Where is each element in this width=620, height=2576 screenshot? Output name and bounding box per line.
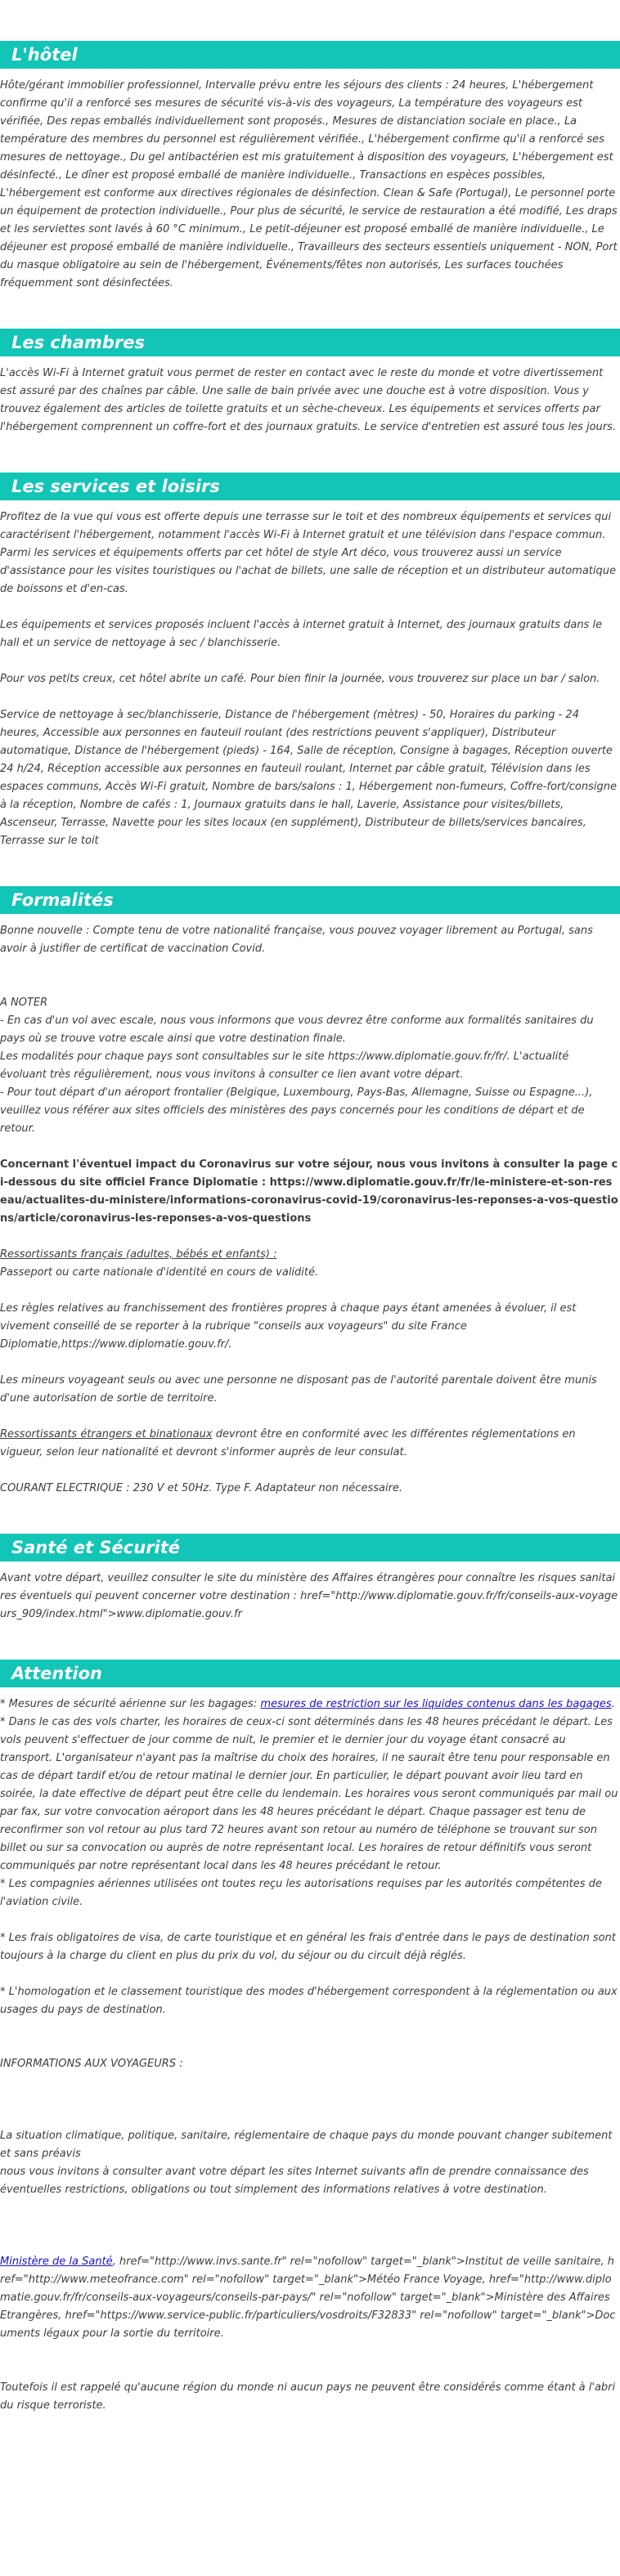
foreign-nationals-text (0, 1426, 620, 1462)
section-title-services: Les services et loisirs (0, 473, 620, 500)
note-line-3: - Pour tout départ d'un aéroport frontalier (Belgique, Luxembourg, Pays-Bas, Allemagne, Suisse ou Espagne...), veuillez vous référer aux sites officiels des ministères des pays concernés pour les conditions de départ et de retour. (0, 1086, 593, 1135)
spacer (0, 2019, 620, 2055)
security-prefix: * Mesures de sécurité aérienne sur les bagages: (0, 1698, 261, 1710)
note-line-1: - En cas d'un vol avec escale, nous vous informons que vous devrez être conforme aux formalités sanitaires du pays où se trouve votre escale ainsi que votre destination finale. (0, 1015, 594, 1045)
french-nationals-text: Passeport ou carte nationale d'identité en cours de validité. (0, 1266, 319, 1279)
spacer (0, 1228, 620, 1246)
spacer (0, 2199, 620, 2253)
services-paragraph-4: Service de nettoyage à sec/blanchisserie, Distance de l'hébergement (mètres) - 50, Horaires du parking - 24 heures, Accessible aux personnes en fauteuil roulant (des restrictions peuvent s'appliquer), Distributeur automatique, Distance de l'hébergement (pieds) - 164, Salle de réception, Consigne à bagages, Réception ouverte 24 h/24, Réception accessible aux personnes en fauteuil roulant, Internet par câble gratuit, Télévision dans les espaces communs, Accès Wi-Fi gratuit, Nombre de bars/salons : 1, Hébergement non-fumeurs, Coffre-fort/consigne à la réception, Nombre de cafés : 1, Journaux gratuits dans le hall, Laverie, Assistance pour visites/billets, Ascenseur, Terrasse, Navette pour les sites locaux (en supplément), Distributeur de billets/services bancaires, Terrasse sur le toit (0, 709, 617, 847)
spacer (0, 652, 620, 670)
spacer (0, 2073, 620, 2127)
spacer (0, 1462, 620, 1480)
spacer (0, 1282, 620, 1300)
electric-text: COURANT ELECTRIQUE : 230 V et 50Hz. Type F. Adaptateur non nécessaire. (0, 1482, 403, 1494)
section-formalities (0, 886, 620, 1498)
section-rooms (0, 329, 620, 437)
foreign-nationals-heading: Ressortissants étrangers et binationaux (0, 1428, 213, 1440)
airlines-text: * Les compagnies aériennes utilisées ont toutes reçu les autorisations requises par les autorités compétentes de l'aviation civile. (0, 1878, 602, 1908)
spacer (0, 2343, 620, 2379)
health-text: Avant votre départ, veuillez consulter le site du ministère des Affaires étrangères pour connaître les risques sanitaires éventuels qui peuvent concerner votre destination : href="http://www.diplomatie.gouv.fr/fr/conseils-aux-voyageurs_909/index.html">www.diplomatie.gouv.fr (0, 1572, 618, 1620)
hotel-text: Hôte/gérant immobilier professionnel, Intervalle prévu entre les séjours des clients : 24 heures, L'hébergement confirme qu'il a renforcé ses mesures de sécurité vis-à-vis des voyageurs, La température des voyageurs est vérifiée, Des repas emballés individuellement sont proposés., Mesures de distanciation sociale en place., La température des membres du personnel est régulièrement vérifiée., L'hébergement confirme qu'il a renforcé ses mesures de nettoyage., Du gel antibactérien est mis gratuitement à disposition des voyageurs, L'hébergement est désinfecté., Le dîner est proposé emballé de manière individuelle., Transactions en espèces possibles, L'hébergement est conforme aux directives régionales de désinfection. Clean & Safe (Portugal), Le personnel porte un équipement de protection individuelle., Pour plus de sécurité, le service de restauration a été modifié, Les draps et les serviettes sont lavés à 60 °C minimum., Le petit-déjeuner est proposé emballé de manière individuelle., Le déjeuner est proposé emballé de manière individuelle., Travailleurs des secteurs essentiels uniquement - NON, Port du masque obligatoire au sein de l'hébergement, Événements/fêtes non autorisés, Les surfaces touchées fréquemment sont désinfectées. (0, 79, 618, 289)
french-nationals-heading: Ressortissants français (adultes, bébés et enfants) : (0, 1248, 277, 1261)
fees-text: * Les frais obligatoires de visa, de carte touristique et en général les frais d'entrée dans le pays de destination sont toujours à la charge du client en plus du prix du vol, du séjour ou du circuit déjà réglés. (0, 1932, 616, 1962)
situation-line-1: La situation climatique, politique, sanitaire, réglementaire de chaque pays du monde pouvant changer subitement et sans préavis (0, 2130, 613, 2160)
spacer (0, 1138, 620, 1156)
section-title-attention: Attention (0, 1660, 620, 1687)
ministry-links-rest: , href="http://www.invs.sante.fr" rel="nofollow" target="_blank">Institut de veille sanitaire, href="http://www.meteofrance.com" rel="nofollow" target="_blank">Météo France Voyage, href="http://www.diplomatie.gouv.fr/fr/conseils-aux-voyageurs/conseils-par-pays/" rel="nofollow" target="_blank">Ministère des Affaires Etrangères, href="https://www.service-public.fr/particuliers/vosdroits/F32833" rel="nofollow" target="_blank">Documents légaux pour la sortie du territoire. (0, 2256, 616, 2340)
services-paragraph-3: Pour vos petits creux, cet hôtel abrite un café. Pour bien finir la journée, vous trouverez sur place un bar / salon. (0, 673, 600, 685)
border-rules-text: Les règles relatives au franchissement des frontières propres à chaque pays étant amenées à évoluer, il est vivement conseillé de se reporter à la rubrique "conseils aux voyageurs" du site France Diplomatie,https://www.diplomatie.gouv.fr/. (0, 1302, 577, 1351)
spacer (0, 1965, 620, 1983)
note-heading: A NOTER (0, 997, 48, 1009)
liquid-restrictions-link[interactable]: mesures de restriction sur les liquides contenus dans les bagages (260, 1698, 612, 1710)
section-title-rooms: Les chambres (0, 329, 620, 356)
section-health (0, 1534, 620, 1624)
services-paragraph-1: Profitez de la vue qui vous est offerte depuis une terrasse sur le toit et des nombreux équipements et services qui caractérisent l'hébergement, notamment l'accès Wi-Fi à Internet gratuit et une télévision dans l'espace commun. Parmi les services et équipements offerts par cet hôtel de style Art déco, vous trouverez aussi un service d'assistance pour les visites touristiques ou l'achat de billets, une salle de réception et un distributeur automatique de boissons et d'en-cas. (0, 511, 616, 595)
terror-text: Toutefois il est rappelé qu'aucune région du monde ni aucun pays ne peuvent être considérés comme étant à l'abri du risque terroriste. (0, 2381, 616, 2412)
spacer (0, 1354, 620, 1372)
section-services (0, 473, 620, 850)
spacer (0, 1911, 620, 1929)
info-heading: INFORMATIONS AUX VOYAGEURS : (0, 2058, 183, 2070)
services-paragraph-2: Les équipements et services proposés incluent l'accès à internet gratuit à Internet, des journaux gratuits dans le hall et un service de nettoyage à sec / blanchisserie. (0, 619, 603, 649)
security-suffix: . (611, 1698, 615, 1710)
spacer (0, 1408, 620, 1426)
foreign-nationals-rest: devront être en conformité avec les différentes réglementations en vigueur, selon leur nationalité et devront s'informer auprès de leur consulat. (0, 1428, 576, 1458)
classification-text: * L'homologation et le classement touristique des modes d'hébergement correspondent à la réglementation ou aux usages du pays de destination. (0, 1986, 618, 2016)
covid-notice: Concernant l'éventuel impact du Coronavirus sur votre séjour, nous vous invitons à consulter la page ci-dessous du site officiel France Diplomatie : https://www.diplomatie.gouv.fr/fr/le-ministere-et-son-reseau/actualites-du-ministere/informations-coronavirus-covid-19/coronavirus-les-reponses-a-vos-questions/article/coronavirus-les-reponses-a-vos-questions (0, 1158, 618, 1225)
situation-line-2: nous vous invitons à consulter avant votre départ les sites Internet suivants afin de prendre connaissance des éventuelles restrictions, obligations ou tout simplement des informations relatives à votre destination. (0, 2166, 589, 2196)
charter-text: * Dans le cas des vols charter, les horaires de ceux-ci sont déterminés dans les 48 heures précédant le départ. Les vols peuvent s'effectuer de jour comme de nuit, le premier et le dernier jour du voyage étant consacré au transport. L'organisateur n'ayant pas la maîtrise du choix des horaires, il ne saurait être tenu pour responsable en cas de départ tardif et/ou de retour matinal le dernier jour. En particulier, le départ pouvant avoir lieu tard en soirée, la date effective de départ peut être celle du lendemain. Les horaires vous seront communiqués par mail ou par fax, sur votre convocation aéroport dans les 48 heures précédant le départ. Chaque passager est tenu de reconfirmer son vol retour au plus tard 72 heures avant son retour au numéro de téléphone se trouvant sur son billet ou sur sa convocation ou auprès de notre représentant local. Les horaires de retour définitifs vous seront communiqués par notre représentant local dans les 48 heures précédant le retour. (0, 1716, 618, 1872)
ministry-links-text (0, 2253, 620, 2343)
spacer (0, 958, 620, 994)
ministry-health-link[interactable]: Ministère de la Santé (0, 2256, 113, 2268)
security-text (0, 1696, 620, 1714)
spacer (0, 688, 620, 706)
rooms-text: L'accès Wi-Fi à Internet gratuit vous permet de rester en contact avec le reste du monde et votre divertissement est assuré par des chaînes par câble. Une salle de bain privée avec une douche est à votre disposition. Vous y trouvez également des articles de toilette gratuits et un sèche-cheveux. Les équipements et services offerts par l'hébergement comprennent un coffre-fort et des journaux gratuits. Le service d'entretien est assuré tous les jours. (0, 367, 617, 433)
minors-text: Les mineurs voyageant seuls ou avec une personne ne disposant pas de l'autorité parentale doivent être munis d'une autorisation de sortie de territoire. (0, 1374, 597, 1404)
section-title-health: Santé et Sécurité (0, 1534, 620, 1561)
formalities-intro: Bonne nouvelle : Compte tenu de votre nationalité française, vous pouvez voyager librement au Portugal, sans avoir à justifier de certificat de vaccination Covid. (0, 925, 593, 955)
section-title-hotel: L'hôtel (0, 41, 620, 69)
spacer (0, 598, 620, 616)
section-attention (0, 1660, 620, 2415)
section-hotel (0, 41, 620, 293)
note-line-2: Les modalités pour chaque pays sont consultables sur le site https://www.diplomatie.gouv.fr/fr/. L'actualité évoluant très régulièrement, nous vous invitons à consulter ce lien avant votre départ. (0, 1051, 569, 1081)
section-title-formalities: Formalités (0, 886, 620, 914)
